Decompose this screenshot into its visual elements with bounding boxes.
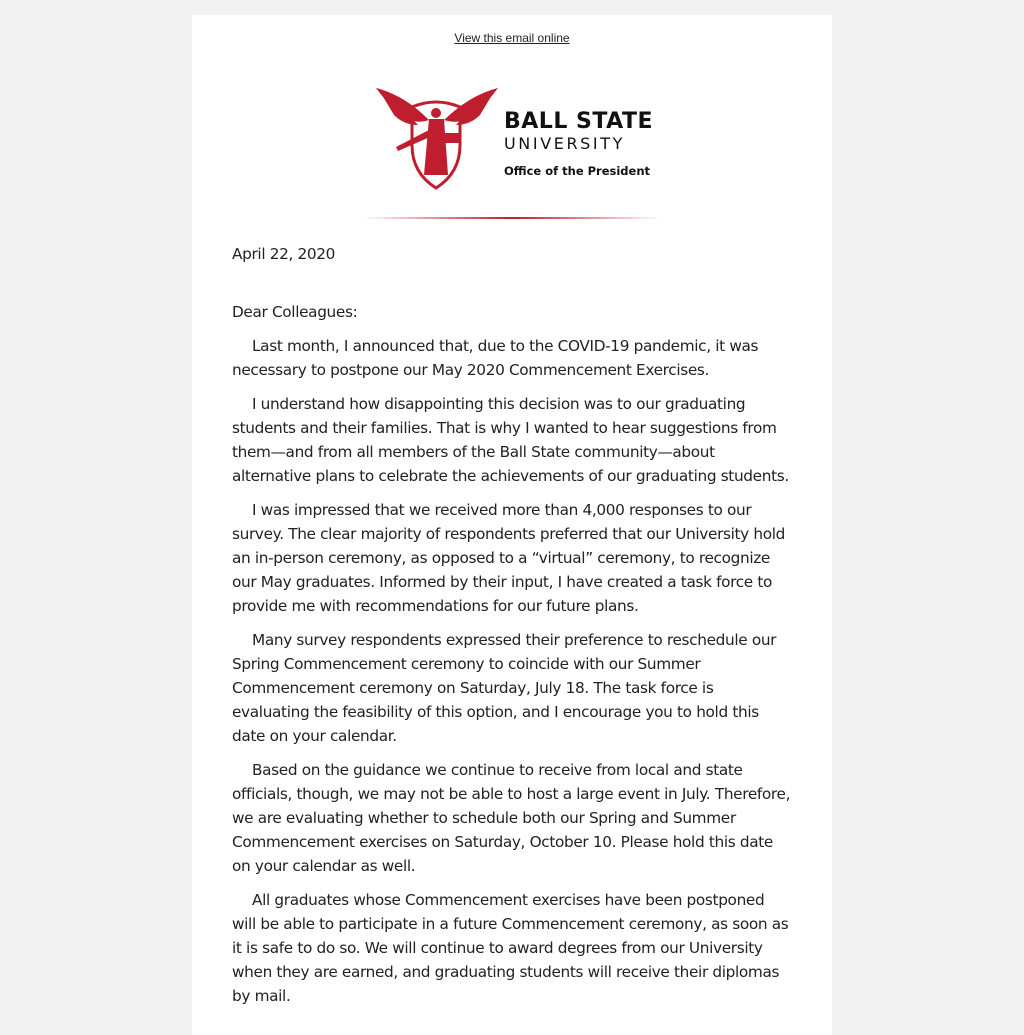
logo-ball-state: BALL STATE (504, 109, 653, 134)
letter-paragraph: I understand how disappointing this decision was to our graduating students and their families. That is why I wanted to hear suggestions from them—and from all members of the Ball State community—about alternative plans to celebrate the achievements of our graduating students. (232, 395, 789, 485)
logo-wordmark (504, 110, 653, 178)
letter-date: April 22, 2020 (232, 245, 336, 263)
logo-office-of-president: Office of the President (504, 164, 651, 178)
view-online-link[interactable]: View this email online (454, 31, 570, 45)
letter-body (232, 242, 792, 1018)
letter-paragraph: Many survey respondents expressed their preference to reschedule our Spring Commencement ceremony to coincide with our Summer Commencement ceremony on Saturday, July 18. The task force is evaluating the feasibility of this option, and I encourage you to hold this date on your calendar. (232, 631, 777, 745)
letter-paragraph: I was impressed that we received more than 4,000 responses to our survey. The clear majority of respondents preferred that our University hold an in-person ceremony, as opposed to a “virtual” ceremony, to recognize our May graduates. Informed by their input, I have created a task force to provide me with recommendations for our future plans. (232, 501, 786, 615)
email-container (192, 15, 832, 1035)
letter-salutation: Dear Colleagues: (232, 303, 358, 321)
letter-paragraph: Based on the guidance we continue to receive from local and state officials, though, we may not be able to host a large event in July. Therefore, we are evaluating whether to schedule both our Spring and Summer Commencement exercises on Saturday, October 10. Please hold this date on your calendar as well. (232, 761, 791, 875)
header-divider (362, 217, 662, 219)
logo-university: UNIVERSITY (504, 134, 625, 153)
letter-paragraph: All graduates whose Commencement exercises have been postponed will be able to participate in a future Commencement ceremony, as soon as it is safe to do so. We will continue to award degrees from our University when they are earned, and graduating students will receive their diplomas by mail. (232, 891, 789, 1005)
letter-paragraph: Last month, I announced that, due to the COVID-19 pandemic, it was necessary to postpone our May 2020 Commencement Exercises. (232, 337, 759, 379)
